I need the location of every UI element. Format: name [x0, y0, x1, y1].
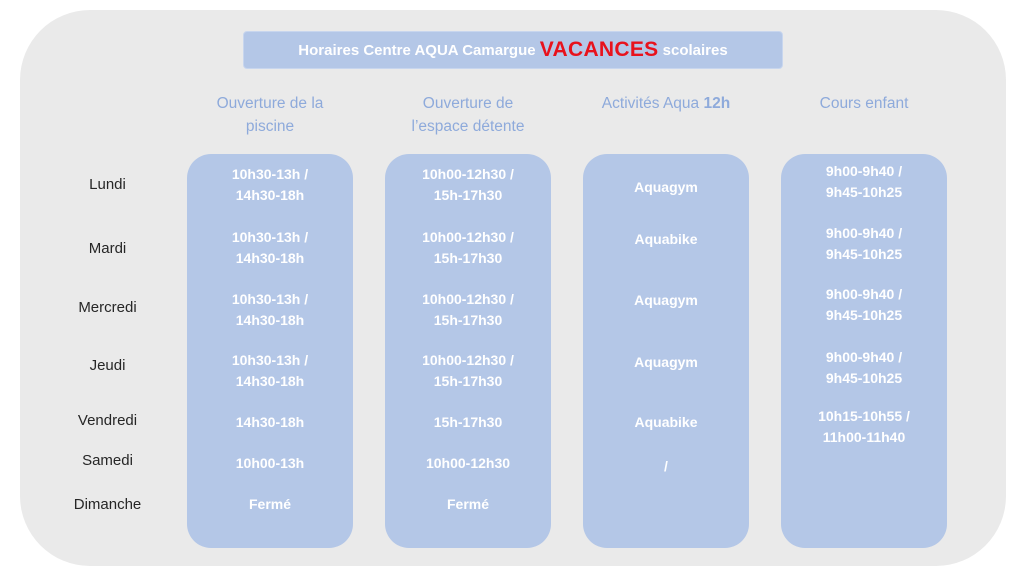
column-header-enfant	[764, 92, 964, 115]
cell-piscine-mercredi: 10h30-13h / 14h30-18h	[231, 291, 309, 328]
cell-piscine-samedi: 10h00-13h	[235, 455, 305, 471]
column-header-piscine	[170, 92, 370, 138]
cell-detente-samedi: 10h00-12h30	[425, 455, 511, 471]
cell-piscine-lundi: 10h30-13h / 14h30-18h	[231, 166, 309, 203]
cell-detente-jeudi: 10h00-12h30 / 15h-17h30	[422, 352, 514, 389]
day-samedi: Samedi	[82, 452, 133, 469]
column-header-detente	[368, 92, 568, 138]
day-mercredi: Mercredi	[78, 299, 137, 316]
cell-piscine-vendredi: 14h30-18h	[235, 414, 305, 430]
cell-enfant-mardi: 9h00-9h40 / 9h45-10h25	[825, 225, 903, 262]
cell-detente-mercredi: 10h00-12h30 / 15h-17h30	[422, 291, 514, 328]
cell-piscine-dimanche: Fermé	[248, 496, 292, 512]
cell-enfant-lundi: 9h00-9h40 / 9h45-10h25	[825, 163, 903, 200]
day-dimanche: Dimanche	[73, 496, 142, 513]
page-title	[243, 31, 783, 69]
column-header-detente-line2: l’espace détente	[411, 118, 525, 135]
cell-aqua-mercredi: Aquagym	[634, 292, 698, 308]
day-lundi: Lundi	[89, 176, 126, 193]
column-header-aqua-text: Activités Aqua	[601, 95, 704, 112]
column-header-detente-line1: Ouverture de	[422, 95, 514, 112]
cell-piscine-jeudi: 10h30-13h / 14h30-18h	[231, 352, 309, 389]
title-highlight: VACANCES	[539, 38, 659, 61]
title-suffix: scolaires	[662, 41, 728, 59]
cell-aqua-mardi: Aquabike	[634, 231, 698, 247]
cell-aqua-samedi: /	[664, 458, 668, 474]
column-header-enfant-text: Cours enfant	[819, 95, 909, 112]
column-header-piscine-line1: Ouverture de la	[216, 95, 324, 112]
column-header-aqua-bold: 12h	[703, 95, 731, 112]
cell-aqua-lundi: Aquagym	[634, 179, 698, 195]
title-prefix: Horaires Centre AQUA Camargue	[298, 41, 536, 59]
cell-aqua-vendredi: Aquabike	[634, 414, 698, 430]
cell-enfant-mercredi: 9h00-9h40 / 9h45-10h25	[825, 286, 903, 323]
cell-detente-mardi: 10h00-12h30 / 15h-17h30	[422, 229, 514, 266]
column-aqua	[583, 154, 749, 548]
column-header-piscine-line2: piscine	[245, 118, 295, 135]
day-mardi: Mardi	[88, 240, 127, 257]
cell-detente-dimanche: Fermé	[446, 496, 490, 512]
cell-detente-lundi: 10h00-12h30 / 15h-17h30	[422, 166, 514, 203]
cell-aqua-jeudi: Aquagym	[634, 354, 698, 370]
cell-enfant-jeudi: 9h00-9h40 / 9h45-10h25	[825, 349, 903, 386]
cell-enfant-vendredi: 10h15-10h55 / 11h00-11h40	[818, 408, 910, 445]
cell-piscine-mardi: 10h30-13h / 14h30-18h	[231, 229, 309, 266]
day-vendredi: Vendredi	[77, 412, 138, 429]
day-jeudi: Jeudi	[89, 357, 126, 374]
cell-detente-vendredi: 15h-17h30	[433, 414, 503, 430]
column-header-aqua	[566, 92, 766, 115]
